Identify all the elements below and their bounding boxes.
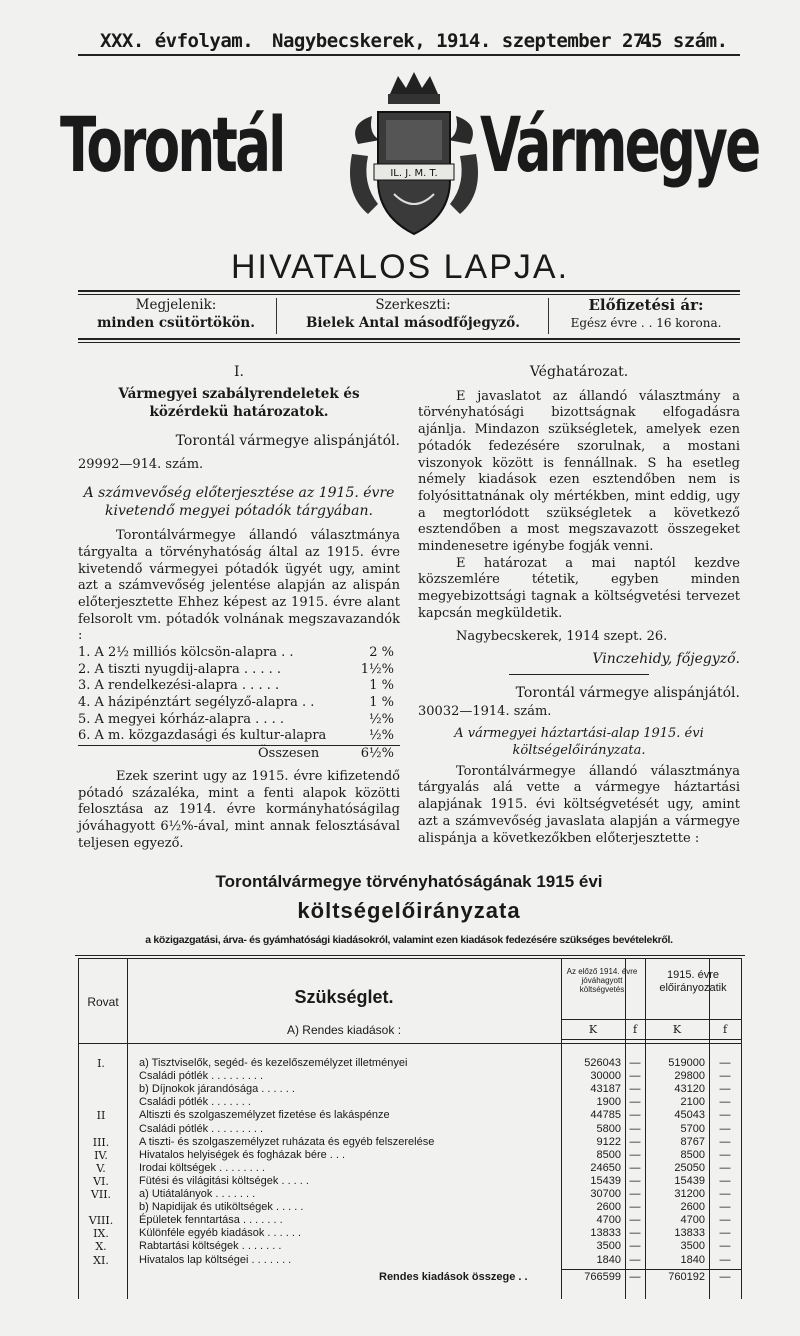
- resolution-place-date: Nagybecskerek, 1914 szept. 26.: [456, 628, 668, 644]
- cell-text: Különféle egyéb kiadások . . . . . .: [139, 1227, 302, 1240]
- cell-rovat: XI.: [93, 1253, 109, 1267]
- list-item: 4. A házipénztárt segélyző-alapra . . 1 %: [78, 695, 394, 711]
- cell-plan: 29800: [674, 1070, 705, 1083]
- cell-pf: —: [629, 1122, 641, 1135]
- resolution-title: Véghatározat.: [529, 364, 629, 380]
- table-row: [79, 1149, 741, 1163]
- cell-text: Altiszti és szolgaszemélyzet fizetése és lakáspénze: [139, 1109, 390, 1122]
- table-row: [79, 1175, 741, 1189]
- col-plan: 1915. évre előirányozatik: [659, 969, 727, 994]
- cell-plf: —: [719, 1057, 731, 1069]
- seal-text: IL. J. M. T.: [390, 168, 438, 179]
- col-need: Szükséglet.: [294, 987, 394, 1007]
- cell-pf: —: [629, 1174, 641, 1187]
- document-subject-2: A vármegyei háztartási-alap 1915. évi költségelőirányzata.: [454, 726, 704, 759]
- signature: Vinczehidy, főjegyző.: [592, 651, 740, 668]
- cell-plan: 1840: [680, 1253, 705, 1266]
- cell-text: Rabtartási költségek . . . . . . .: [139, 1240, 282, 1253]
- table-row: [79, 1240, 741, 1254]
- budget-intro-paragraph: Torontálvármegye állandó választmánya tárgyalás alá vette a vármegye háztartási alapjának 1915. évi költségvetését ugy, amint azt a számvevőség javaslata alapján a vármegye alispánja a következőkben előterjesztette :: [418, 763, 740, 846]
- cell-plan: 2600: [680, 1201, 705, 1214]
- document-number-2: 30032—1914. szám.: [418, 703, 552, 719]
- total-row: Rendes kiadások összege . . 766599 — 760192 —: [379, 1271, 731, 1283]
- cell-pf: —: [629, 1188, 641, 1200]
- cell-pf: —: [629, 1253, 641, 1266]
- cell-plf: —: [719, 1148, 731, 1161]
- cell-rovat: I.: [97, 1057, 105, 1070]
- left-column: [78, 364, 400, 852]
- table-row: [79, 1057, 741, 1071]
- cell-text: A tiszti- és szolgaszemélyzet ruházata és egyéb felszerelése: [139, 1135, 435, 1148]
- cell-rovat: VIII.: [88, 1214, 114, 1228]
- cell-plan: 5700: [680, 1122, 705, 1135]
- coat-of-arms-icon: [338, 64, 490, 244]
- cell-pf: —: [629, 1096, 641, 1109]
- cell-text: Fütési és világitási költségek . . . . .: [139, 1174, 309, 1187]
- col-prev-k: K: [588, 1023, 598, 1036]
- budget-subtitle: a közigazgatási, árva- és gyámhatósági kiadásokról, valamint ezen kiadások fedezésére szükséges bevételekről.: [145, 934, 673, 946]
- appears-label: Megjelenik:: [135, 297, 217, 313]
- table-row: [79, 1188, 741, 1202]
- cell-prev: 526043: [584, 1057, 621, 1069]
- cell-text: Családi pótlék . . . . . . . . .: [139, 1122, 264, 1135]
- cell-plan: 25050: [674, 1161, 705, 1174]
- table-row: [79, 1123, 741, 1137]
- table-row: [79, 1136, 741, 1150]
- document-number: 29992—914. szám.: [78, 457, 204, 473]
- cell-plf: —: [719, 1214, 731, 1227]
- cell-plf: —: [719, 1161, 731, 1174]
- table-row: [79, 1254, 741, 1268]
- col-prev: Az előző 1914. évre jóváhagyott költségvetés: [566, 967, 638, 994]
- col-plan-k: K: [672, 1023, 682, 1036]
- cell-plan: 2100: [680, 1096, 705, 1109]
- appears-value: minden csütörtökön.: [97, 315, 255, 331]
- cell-prev: 5800: [596, 1122, 621, 1135]
- table-row: [79, 1070, 741, 1084]
- cell-text: Irodai költségek . . . . . . . .: [139, 1161, 265, 1174]
- cell-pf: —: [629, 1227, 641, 1240]
- cell-pf: —: [629, 1148, 641, 1161]
- cell-text: a) Tisztviselők, segéd- és kezelőszemélyzet illetményei: [139, 1057, 408, 1069]
- cell-rovat: III.: [92, 1135, 110, 1149]
- editor-value: Bielek Antal másodfőjegyző.: [305, 315, 521, 331]
- cell-plan: 13833: [674, 1227, 705, 1240]
- document-subject: A számvevőség előterjesztése az 1915. évre kivetendő megyei pótadók tárgyában.: [83, 485, 395, 520]
- levy-list: [78, 645, 400, 763]
- place-date: Nagybecskerek, 1914. szeptember 27.: [272, 30, 655, 52]
- conclusion-paragraph: Ezek szerint ugy az 1915. évre kifizetendő pótadó százaléka, mint a fenti alapok közötti felosztása az 1914. évre kormányhatóságilag jóváhagyott 6½%-ával, mint annak felosztásával teljesen egyező.: [78, 768, 400, 851]
- masthead-left: Torontál: [60, 100, 284, 189]
- cell-prev: 2600: [596, 1201, 621, 1214]
- from-deputy-2: Torontál vármegye alispánjától.: [515, 684, 740, 701]
- cell-text: b) Napidijak és utiköltségek . . . . .: [139, 1201, 304, 1214]
- cell-rovat: V.: [96, 1161, 106, 1175]
- list-item: 3. A rendelkezési-alapra . . . . . 1 %: [78, 678, 394, 694]
- intro-paragraph: Torontálvármegye állandó választmánya tárgyalta a törvényhatóság által az 1915. évre kivetendő vármegyei pótadók ügyét ugy, amint azt a számvevőség jelentése alapján az alispán előterjesztette Ehhez képest az 1915. évre alant felsorolt vm. pótadók volnának megszavazandók :: [78, 528, 400, 644]
- cell-pf: —: [629, 1070, 641, 1083]
- cell-pf: —: [629, 1083, 641, 1096]
- cell-pf: —: [629, 1161, 641, 1174]
- cell-text: b) Díjnokok járandósága . . . . . .: [139, 1083, 295, 1096]
- cell-prev: 1840: [596, 1253, 621, 1266]
- table-row: [79, 1227, 741, 1241]
- table-row: [79, 1201, 741, 1215]
- cell-rovat: II: [96, 1109, 106, 1123]
- cell-text: Családi pótlék . . . . . . . . .: [139, 1070, 264, 1083]
- publication-paragraph: E határozat a mai naptól kezdve közszemlére tétetik, egyben minden megyebizottsági tagnak a költségvetési tervezet kapcsán megküldetik.: [418, 555, 740, 621]
- list-item: 6. A m. közgazdasági és kultur-alapra ½%: [78, 728, 400, 746]
- cell-plf: —: [719, 1201, 731, 1214]
- cell-pf: —: [629, 1201, 641, 1214]
- cell-plf: —: [719, 1174, 731, 1187]
- cell-plf: —: [719, 1135, 731, 1148]
- cell-plf: —: [719, 1227, 731, 1240]
- cell-plan: 31200: [674, 1188, 705, 1200]
- cell-plan: 8500: [680, 1148, 705, 1161]
- cell-prev: 43187: [590, 1083, 621, 1096]
- cell-prev: 8500: [596, 1148, 621, 1161]
- cell-pf: —: [629, 1109, 641, 1122]
- budget-title: Torontálvármegye törvényhatóságának 1915 évi: [215, 872, 603, 891]
- list-item: 1. A 2½ milliós kölcsön-alapra . . 2 %: [78, 645, 394, 661]
- volume-label: XXX. évfolyam.: [100, 30, 254, 52]
- cell-prev: 15439: [590, 1174, 621, 1187]
- cell-rovat: X.: [95, 1240, 107, 1254]
- section-title: Vármegyei szabályrendeletek és közérdekü határozatok.: [118, 385, 360, 420]
- issue-number: 45 szám.: [640, 30, 728, 52]
- cell-pf: —: [629, 1057, 641, 1069]
- cell-plf: —: [719, 1083, 731, 1096]
- cell-plf: —: [719, 1096, 731, 1109]
- cell-prev: 44785: [590, 1109, 621, 1122]
- cell-prev: 30000: [590, 1070, 621, 1083]
- cell-prev: 3500: [596, 1240, 621, 1253]
- masthead-right: Vármegye: [480, 100, 759, 189]
- ordinary-expenses-label: A) Rendes kiadások :: [286, 1023, 402, 1037]
- editor-label: Szerkeszti:: [375, 297, 451, 313]
- budget-table: [78, 958, 742, 1299]
- cell-rovat: VII.: [90, 1188, 112, 1201]
- from-deputy: Torontál vármegye alispánjától.: [175, 432, 400, 449]
- info-editor: [280, 296, 546, 332]
- cell-plf: —: [719, 1070, 731, 1083]
- cell-text: Hivatalos helyiségek és fogházak bére . . .: [139, 1148, 346, 1161]
- col-rovat: Rovat: [87, 995, 119, 1009]
- info-appears: [78, 296, 274, 332]
- subtitle: HIVATALOS LAPJA.: [230, 248, 570, 286]
- cell-prev: 24650: [590, 1161, 621, 1174]
- price-value: Egész évre . . 16 korona.: [570, 316, 722, 330]
- table-row: [79, 1096, 741, 1110]
- cell-prev: 9122: [596, 1135, 621, 1148]
- cell-rovat: IV.: [94, 1148, 108, 1162]
- info-bottom-rule: [78, 338, 740, 340]
- table-row: [79, 1162, 741, 1176]
- info-top-rule: [78, 290, 740, 292]
- col-plan-f: f: [722, 1023, 728, 1036]
- resolution-paragraph: E javaslatot az állandó választmány a törvényhatósági bizottságnak elfogadásra ajánlja. Mindazon szükségletek, amelyek ezen pótadók fedezésére szorulnak, a mostani viszonyok között is fennállnak. S ha esetleg némely kiadások ezen esztendőben nem is folyósittatnának oly mértékben, mint eddig, ugy a megtorlódott szükségletek a következő esztendőben a most megszavazott összegeket mindenesetre igénybe fogják venni.: [418, 388, 740, 555]
- list-item: 2. A tiszti nyugdij-alapra . . . . . 1½%: [78, 661, 394, 677]
- cell-plan: 43120: [674, 1083, 705, 1096]
- col-prev-f: f: [632, 1023, 638, 1036]
- cell-plan: 3500: [680, 1240, 705, 1253]
- cell-plan: 45043: [674, 1109, 705, 1122]
- cell-text: Épületek fenntartása . . . . . . .: [139, 1214, 283, 1227]
- cell-plan: 15439: [674, 1174, 705, 1187]
- cell-plf: —: [719, 1122, 731, 1135]
- header-rule: [78, 54, 740, 56]
- table-row: [79, 1214, 741, 1228]
- cell-plan: 8767: [680, 1135, 705, 1148]
- cell-plf: —: [719, 1240, 731, 1253]
- budget-main-title: költségelőirányzata: [297, 898, 521, 923]
- price-label: Előfizetési ár:: [588, 296, 704, 314]
- table-row: [79, 1109, 741, 1123]
- total-row: Összesen 6½%: [258, 746, 394, 762]
- cell-pf: —: [629, 1214, 641, 1227]
- cell-plf: —: [719, 1188, 731, 1200]
- info-price: [552, 296, 740, 332]
- cell-prev: 30700: [590, 1188, 621, 1200]
- cell-plf: —: [719, 1253, 731, 1266]
- cell-text: Családi pótlék . . . . . . .: [139, 1096, 251, 1109]
- cell-plan: 4700: [680, 1214, 705, 1227]
- cell-pf: —: [629, 1240, 641, 1253]
- cell-text: a) Utiátalányok . . . . . . .: [139, 1188, 256, 1200]
- cell-rovat: IX.: [93, 1227, 109, 1241]
- cell-pf: —: [629, 1135, 641, 1148]
- section-number: I.: [234, 364, 244, 380]
- cell-prev: 1900: [596, 1096, 621, 1109]
- cell-prev: 4700: [596, 1214, 621, 1227]
- table-row: [79, 1083, 741, 1097]
- cell-plf: —: [719, 1109, 731, 1122]
- cell-plan: 519000: [668, 1057, 705, 1069]
- list-item: 5. A megyei kórház-alapra . . . . ½%: [78, 711, 394, 727]
- cell-rovat: VI.: [93, 1174, 109, 1188]
- cell-text: Hivatalos lap költségei . . . . . . .: [139, 1253, 292, 1266]
- right-column: [418, 364, 740, 847]
- cell-prev: 13833: [590, 1227, 621, 1240]
